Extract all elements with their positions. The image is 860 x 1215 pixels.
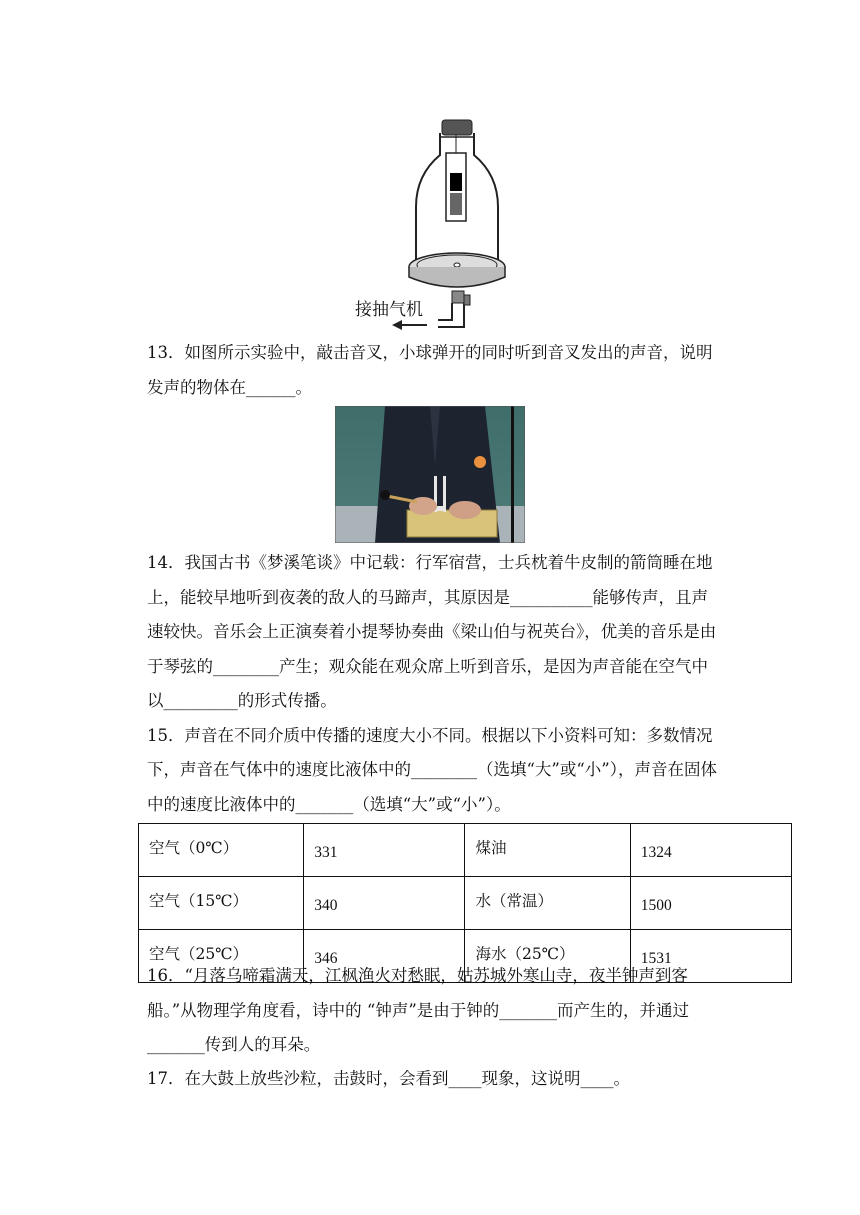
question-15: 15．声音在不同介质中传播的速度大小不同。根据以下小资料可知：多数情况下，声音在气体中的速度比液体中的________（选填“大”或“小”），声音在固体中的速度比液体中的_______（选填“大”或“小”）。 xyxy=(147,725,717,814)
speed-cell: 340 xyxy=(304,877,465,930)
speed-cell: 1531 xyxy=(630,930,791,983)
speed-cell: 331 xyxy=(304,824,465,877)
question-17: 17．在大鼓上放些沙粒，击鼓时，会看到____现象，这说明____。 xyxy=(147,1069,630,1088)
speed-cell: 346 xyxy=(304,930,465,983)
question-13: 13．如图所示实验中，敲击音叉，小球弹开的同时听到音叉发出的声音，说明发声的物体在______。 xyxy=(147,343,713,397)
vacuum-pump-label: 接抽气机 xyxy=(355,300,423,320)
medium-cell: 空气（15℃） xyxy=(139,877,304,930)
bell-jar-figure xyxy=(352,115,512,330)
speed-cell: 1500 xyxy=(630,877,791,930)
medium-cell: 空气（25℃） xyxy=(139,930,304,983)
question-16: 16．“月落乌啼霜满天，江枫渔火对愁眠，姑苏城外寒山寺，夜半钟声到客船。”从物理学角度看，诗中的 “钟声”是由于钟的_______而产生的，并通过_______传到人的耳朵。 xyxy=(147,966,690,1054)
table-row xyxy=(139,824,792,877)
medium-cell: 水（常温） xyxy=(465,877,630,930)
speed-cell: 1324 xyxy=(630,824,791,877)
question-14-15 xyxy=(147,546,717,822)
medium-cell: 煤油 xyxy=(465,824,630,877)
medium-cell: 海水（25℃） xyxy=(465,930,630,983)
tuning-fork-photo xyxy=(335,406,525,543)
table-row xyxy=(139,877,792,930)
question-14: 14．我国古书《梦溪笔谈》中记载：行军宿营，士兵枕着牛皮制的箭筒睡在地上，能较早地听到夜袭的敌人的马蹄声，其原因是__________能够传声，且声速较快。音乐会上正演奏着小提琴协奏曲《梁山伯与祝英台》，优美的音乐是由于琴弦的________产生；观众能在观众席上听到音乐，是因为声音能在空气中以_________的形式传播。 xyxy=(147,553,717,710)
medium-cell: 空气（0℃） xyxy=(139,824,304,877)
